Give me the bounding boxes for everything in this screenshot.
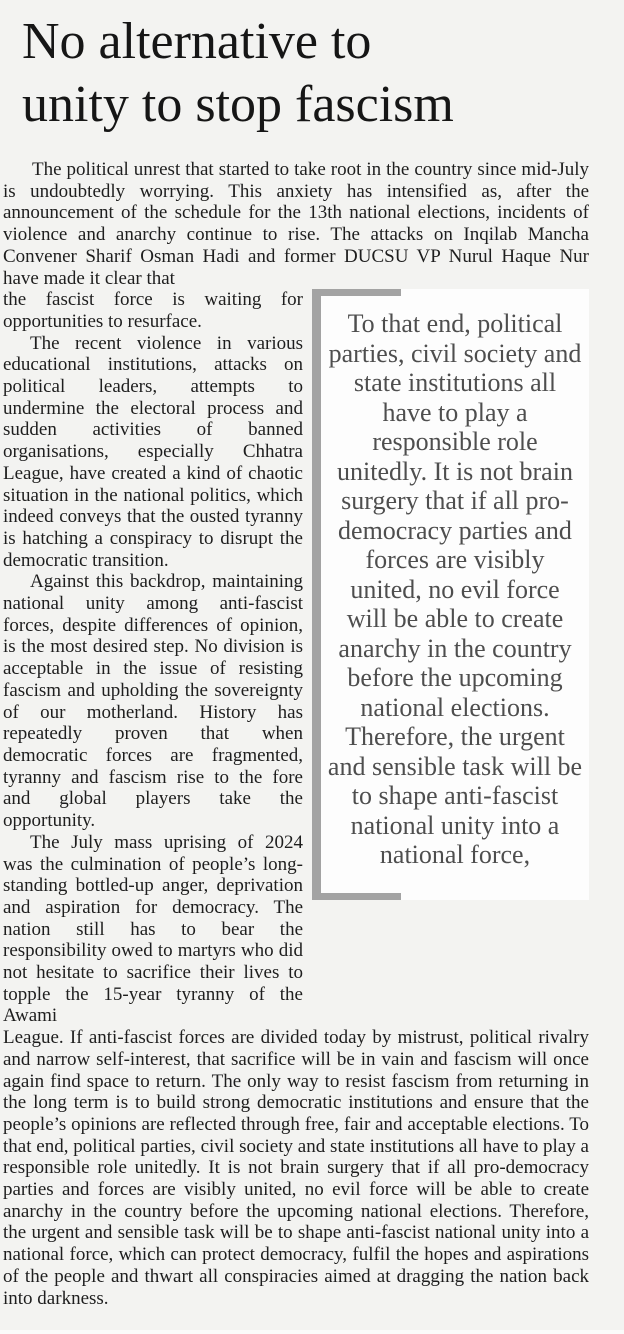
headline-line-2: unity to stop fascism <box>22 76 454 133</box>
pull-quote-text: To that end, political parties, civil society and state institutions all have to play a responsible role unitedly. It is not brain surgery that if all pro-democracy parties and forces are visibly united, no evil force will be able to create anarchy in the country before the upcoming national elections. Therefore, the urgent and sensible task will be to shape anti-fascist national unity into a national force, <box>327 309 583 870</box>
pull-quote-bracket-top <box>312 289 401 296</box>
left-column-paragraph: The July mass uprising of 2024 was the culmination of people’s long-standing bottled-up anger, deprivation and aspiration for democracy. The nation still has to bear the responsibility owed to martyrs who did not hesitate to sacrifice their lives to topple the 15-year tyranny of the Awami <box>3 831 303 1027</box>
wrap-region <box>3 289 589 1027</box>
left-column-paragraph: Against this backdrop, maintaining national unity among anti-fascist forces, despite differences of opinion, is the most desired step. No division is acceptable in the issue of resisting fascism and upholding the sovereignty of our motherland. History has repeatedly proven that when democratic forces are fragmented, tyranny and fascism rise to the fore and global players take the opportunity. <box>3 571 303 832</box>
article <box>0 10 589 1309</box>
left-column-paragraph: the fascist force is waiting for opportunities to resurface. <box>3 289 303 332</box>
bottom-margin-strip <box>0 1330 624 1334</box>
headline-line-1: No alternative to <box>22 13 372 70</box>
article-page <box>0 10 624 1334</box>
pull-quote-box <box>312 289 589 900</box>
continuation-paragraph: League. If anti-fascist forces are divided today by mistrust, political rivalry and narrow self-interest, that sacrifice will be in vain and fascism will once again find space to return. The only way to resist fascism from returning in the long term is to build strong democratic institutions and ensure that the people’s opinions are reflected through free, fair and acceptable elections. To that end, political parties, civil society and state institutions all have to play a responsible role unitedly. It is not brain surgery that if all pro-democracy parties and forces are visibly united, no evil force will be able to create anarchy in the country before the upcoming national elections. Therefore, the urgent and sensible task will be to shape anti-fascist national unity into a national force, which can protect democracy, fulfil the hopes and aspirations of the people and thwart all conspiracies aimed at dragging the nation back into darkness. <box>3 1027 589 1309</box>
lead-paragraph: The political unrest that started to take root in the country since mid-July is undoubtedly worrying. This anxiety has intensified as, after the announcement of the schedule for the 13th national elections, incidents of violence and anarchy continue to rise. The attacks on Inqilab Mancha Convener Sharif Osman Hadi and former DUCSU VP Nurul Haque Nur have made it clear that <box>3 159 589 289</box>
left-column-paragraph: The recent violence in various educational institutions, attacks on political leaders, attempts to undermine the electoral process and sudden activities of banned organisations, especially Chhatra League, have created a kind of chaotic situation in the national politics, which indeed conveys that the ousted tyranny is hatching a conspiracy to disrupt the democratic transition. <box>3 332 303 571</box>
pull-quote-bracket-bottom <box>312 893 401 900</box>
left-column <box>3 289 303 1027</box>
headline <box>22 10 589 136</box>
